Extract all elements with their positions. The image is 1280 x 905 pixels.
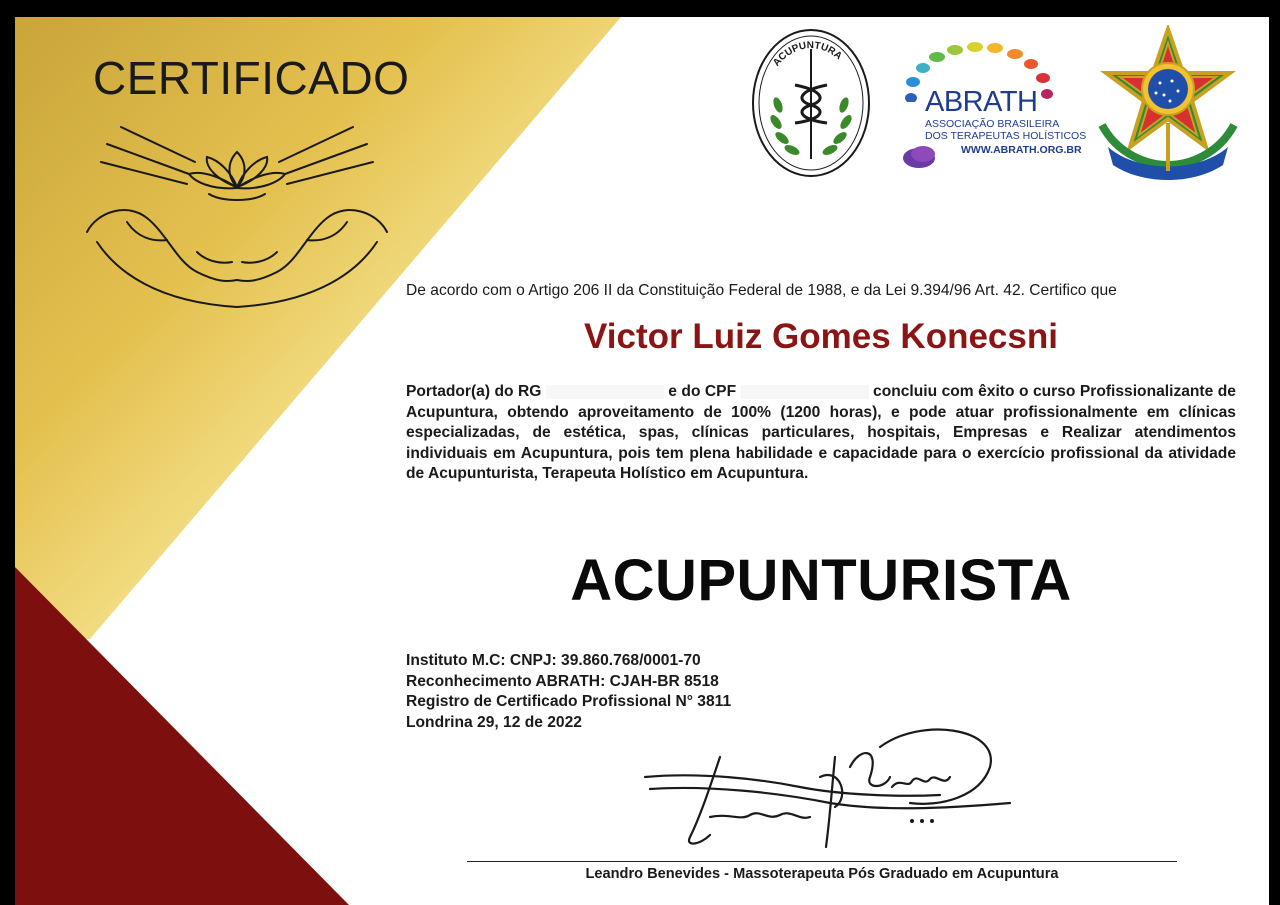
info-registry: Registro de Certificado Profissional N° 3811 xyxy=(406,693,732,710)
body-part-3: concluiu com êxito o curso Profissionalizante de Acupuntura, obtendo aproveitamento de 100% (1200 horas), e pode atuar profissionalmente em clínicas especializadas, de estética, spas, clínicas particulares, hospitais, Empresas e Realizar atendimentos individuais em Acupuntura, pois tem plena habilidade e capacidade para o exercício profissional da atividade de Acupunturista, Terapeuta Holístico em Acupuntura. xyxy=(406,383,1236,482)
maroon-triangle xyxy=(15,567,349,905)
body-part-1: Portador(a) do RG xyxy=(406,383,542,400)
profession-title: ACUPUNTURISTA xyxy=(570,548,1072,613)
abrath-subtitle-line1: ASSOCIAÇÃO BRASILEIRA xyxy=(925,118,1060,130)
body-part-2: e do CPF xyxy=(668,383,737,400)
certificate-intro: De acordo com o Artigo 206 II da Constituição Federal de 1988, e da Lei 9.394/96 Art. 42. Certifico que xyxy=(406,282,1117,299)
abrath-subtitle xyxy=(925,118,1086,142)
acupuntura-seal-text: ACUPUNTURA xyxy=(771,40,844,69)
signature-line xyxy=(467,861,1177,862)
signer-name: Leandro Benevides - Massoterapeuta Pós Graduado em Acupuntura xyxy=(585,866,1059,882)
acupuntura-seal-icon xyxy=(750,27,872,179)
holder-name: Victor Luiz Gomes Konecsni xyxy=(584,317,1058,356)
certificate-sheet xyxy=(15,17,1269,905)
acupuncture-hands-icon xyxy=(77,122,397,312)
redacted-rg xyxy=(546,385,664,399)
certificate-heading: CERTIFICADO xyxy=(93,52,410,104)
info-recognition: Reconhecimento ABRATH: CJAH-BR 8518 xyxy=(406,672,719,690)
brazil-coat-of-arms-icon xyxy=(1091,25,1246,183)
info-date: Londrina 29, 12 de 2022 xyxy=(406,713,582,731)
handwritten-signature xyxy=(640,717,1020,857)
abrath-logo-icon xyxy=(897,42,1087,172)
certificate-body xyxy=(406,382,1236,485)
abrath-url: WWW.ABRATH.ORG.BR xyxy=(961,144,1082,156)
redacted-cpf xyxy=(741,385,869,399)
abrath-subtitle-line2: DOS TERAPEUTAS HOLÍSTICOS xyxy=(925,130,1087,142)
info-cnpj: Instituto M.C: CNPJ: 39.860.768/0001-70 xyxy=(406,652,701,669)
abrath-name: ABRATH xyxy=(925,86,1038,118)
